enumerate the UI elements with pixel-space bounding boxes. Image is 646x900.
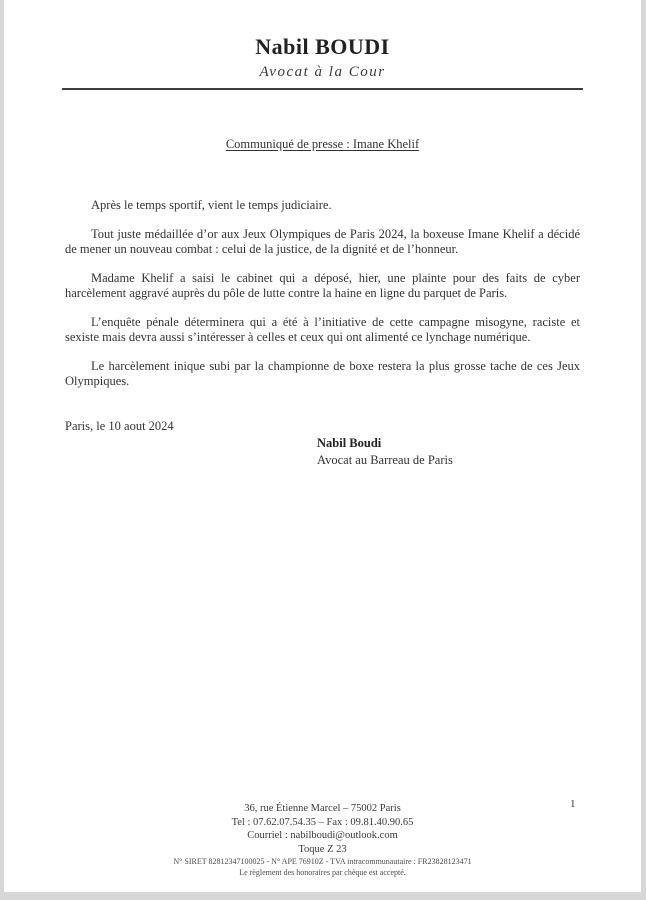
paragraph-2: Tout juste médaillée d’or aux Jeux Olympiques de Paris 2024, la boxeuse Imane Khelif a décidé de mener un nouveau combat : celui de la justice, de la dignité et de l’honneur. <box>65 226 580 256</box>
signature-role: Avocat au Barreau de Paris <box>317 452 453 467</box>
letterhead <box>4 0 641 81</box>
paragraph-5: Le harcèlement inique subi par la championne de boxe restera la plus grosse tache de ces Jeux Olympiques. <box>65 358 580 388</box>
paragraphs <box>65 198 580 390</box>
document-body <box>4 137 641 469</box>
paragraph-1: Après le temps sportif, vient le temps judiciaire. <box>91 198 332 212</box>
letterhead-subtitle: Avocat à la Cour <box>259 64 386 80</box>
footer-legal: N° SIRET 82812347100025 - N° APE 76910Z - TVA intracommunautaire : FR23828123471 <box>173 857 472 866</box>
paragraph-4: L’enquête pénale déterminera qui a été à l’initiative de cette campagne misogyne, raciste et sexiste mais devra aussi s’intéresser à celles et ceux qui ont alimenté ce lynchage numérique. <box>65 314 580 344</box>
signature-name: Nabil Boudi <box>317 435 382 450</box>
document-footer <box>4 802 641 878</box>
paragraph-3: Madame Khelif a saisi le cabinet qui a déposé, hier, une plainte pour des faits de cyber harcèlement aggravé auprès du pôle de lutte contre la haine en ligne du parquet de Paris. <box>65 270 580 300</box>
letterhead-rule <box>62 88 583 90</box>
press-release-title: Communiqué de presse : Imane Khelif <box>225 137 420 151</box>
page-number: 1 <box>570 798 576 810</box>
footer-address: 36, rue Étienne Marcel – 75002 Paris <box>244 803 401 814</box>
footer-toque: Toque Z 23 <box>298 843 347 855</box>
signature-block <box>317 435 580 469</box>
dateline: Paris, le 10 aout 2024 <box>65 418 174 433</box>
footer-tel-fax: Tel : 07.62.07.54.35 – Fax : 09.81.40.90.65 <box>231 816 414 828</box>
footer-email: Courriel : nabilboudi@outlook.com <box>247 830 398 841</box>
document-page <box>4 0 641 892</box>
footer-payment-note: Le règlement des honoraires par chèque est accepté. <box>239 868 406 877</box>
letterhead-name: Nabil BOUDI <box>255 34 390 59</box>
